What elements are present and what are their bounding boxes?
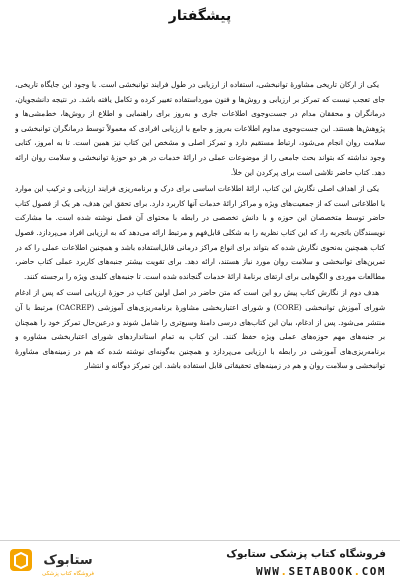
store-url[interactable]	[256, 565, 386, 578]
store-name: فروشگاه کتاب پزشکی ستابوک	[226, 548, 386, 560]
logo-wordmark: ستابوک	[43, 553, 93, 568]
url-www: WWW	[256, 565, 281, 578]
paragraph-2: یکی از اهداف اصلی نگارش این کتاب، ارائۀ اطلاعات اساسی برای درک و برنامه‌ریزی فرایند ارزیابی و ترکیب این موارد با اطلاعاتی است که از جمعیت‌های ویژه و مراکز ارائۀ خدمات آنها کاربرد دارد. برای تحقق این هدف، هر یک از فصول کتاب حاضر توسط متخصصان این حوزه و با دانش تخصصی در رابطه با محتوای آن فصل نوشته شده است. ما مشارکت نویسندگان باتجربه را، که این کتاب نظریه را به شکلی قابل‌فهم و مرتبط ارائه می‌دهد که به ارزیابی افراد می‌پردازد. فصول کتاب همچنین به‌نحوی نگارش شده که بتواند برای انواع مراکز درمانی قابل‌استفاده باشد و همچنین اطلاعات عملی را که در تمرین‌های توانبخشی و سلامت روان مورد نیاز هستند، ارائه دهد. برای تقویت بیشتر جنبه‌های کاربرد عملی کتاب حاضر، مطالعات موردی و الگوهایی برای ارتقای برنامۀ ارائۀ خدمات گنجانده شده است. تا جنبه‌های کلیدی ویژه را برجسته کنند.	[15, 184, 385, 281]
store-footer	[0, 540, 400, 585]
url-dot-2: .	[353, 565, 362, 578]
paragraph-1: یکی از ارکان تاریخی مشاورۀ توانبخشی، استفاده از ارزیابی در طول فرایند توانبخشی است. با وجود این جایگاه تاریخی، جای تعجب نیست که تمرکز بر ارزیابی و روش‌ها و فنون مورداستفاده تغییر کرده و تکامل یافته باشد. در نتیجه دانشجویان، درمانگران و محققان مدام در جست‌وجوی اطلاعات جاری و به‌روز برای راهنمایی و اطلاع از روش‌ها، خط‌مشی‌ها و پژوهش‌ها هستند. این جست‌وجوی مداوم اطلاعات به‌روز و جامع با ارزیابی افرادی که معمولاً توسط درمانگران توانبخشی و سلامت روان انجام می‌شود، ارتباط مستقیم دارد و تمرکز اصلی و مشخص این کتاب نیز همین است. تا به امروز، کتابی وجود نداشته که بتواند بحث جامعی را از موضوعات عملی در ارائۀ خدمات در هر دو حوزۀ توانبخشی و سلامت روان ارائه دهد. کتاب حاضر تلاشی است برای پرکردن این خلأ.	[15, 80, 385, 177]
url-tld: COM	[361, 565, 386, 578]
paragraph-3: هدف دوم از نگارش کتاب پیش رو این است که متن حاضر در اصل اولین کتاب در حوزۀ ارزیابی است که پس از ادغام شورای آموزش توانبخشی (CORE) و شورای اعتباربخشی مشاورۀ برنامه‌ریزی‌های آموزشی (CACREP) مرتبط با آن منتشر می‌شود. پس از ادغام، بیان این کتاب‌های درسی دامنۀ وسیع‌تری را شامل شوند و درعین‌حال تمرکز خود را همچنان بر جنبه‌های مهم حوزه‌های عملی ویژه حفظ کنند. این کتاب به تمام استانداردهای شورای اعتباربخشی مشاوره و برنامه‌ریزی‌های آموزشی در رابطه با ارزیابی می‌پردازد و همچنین به‌گونه‌ای نوشته شده که هم در زمینه‌های مشاورۀ توانبخشی و سلامت روان و هم در زمینه‌های تحقیقاتی قابل استفاده باشد. این تمرکز دوگانه و انتشار	[15, 288, 385, 371]
logo-subtext: فروشگاه کتاب پزشکی	[42, 571, 94, 577]
body-text	[15, 78, 385, 374]
page-title: پیشگفتار	[168, 8, 232, 24]
url-dot-1: .	[280, 565, 289, 578]
url-domain: SETABOOK	[288, 565, 354, 578]
setabook-logo	[10, 547, 104, 579]
